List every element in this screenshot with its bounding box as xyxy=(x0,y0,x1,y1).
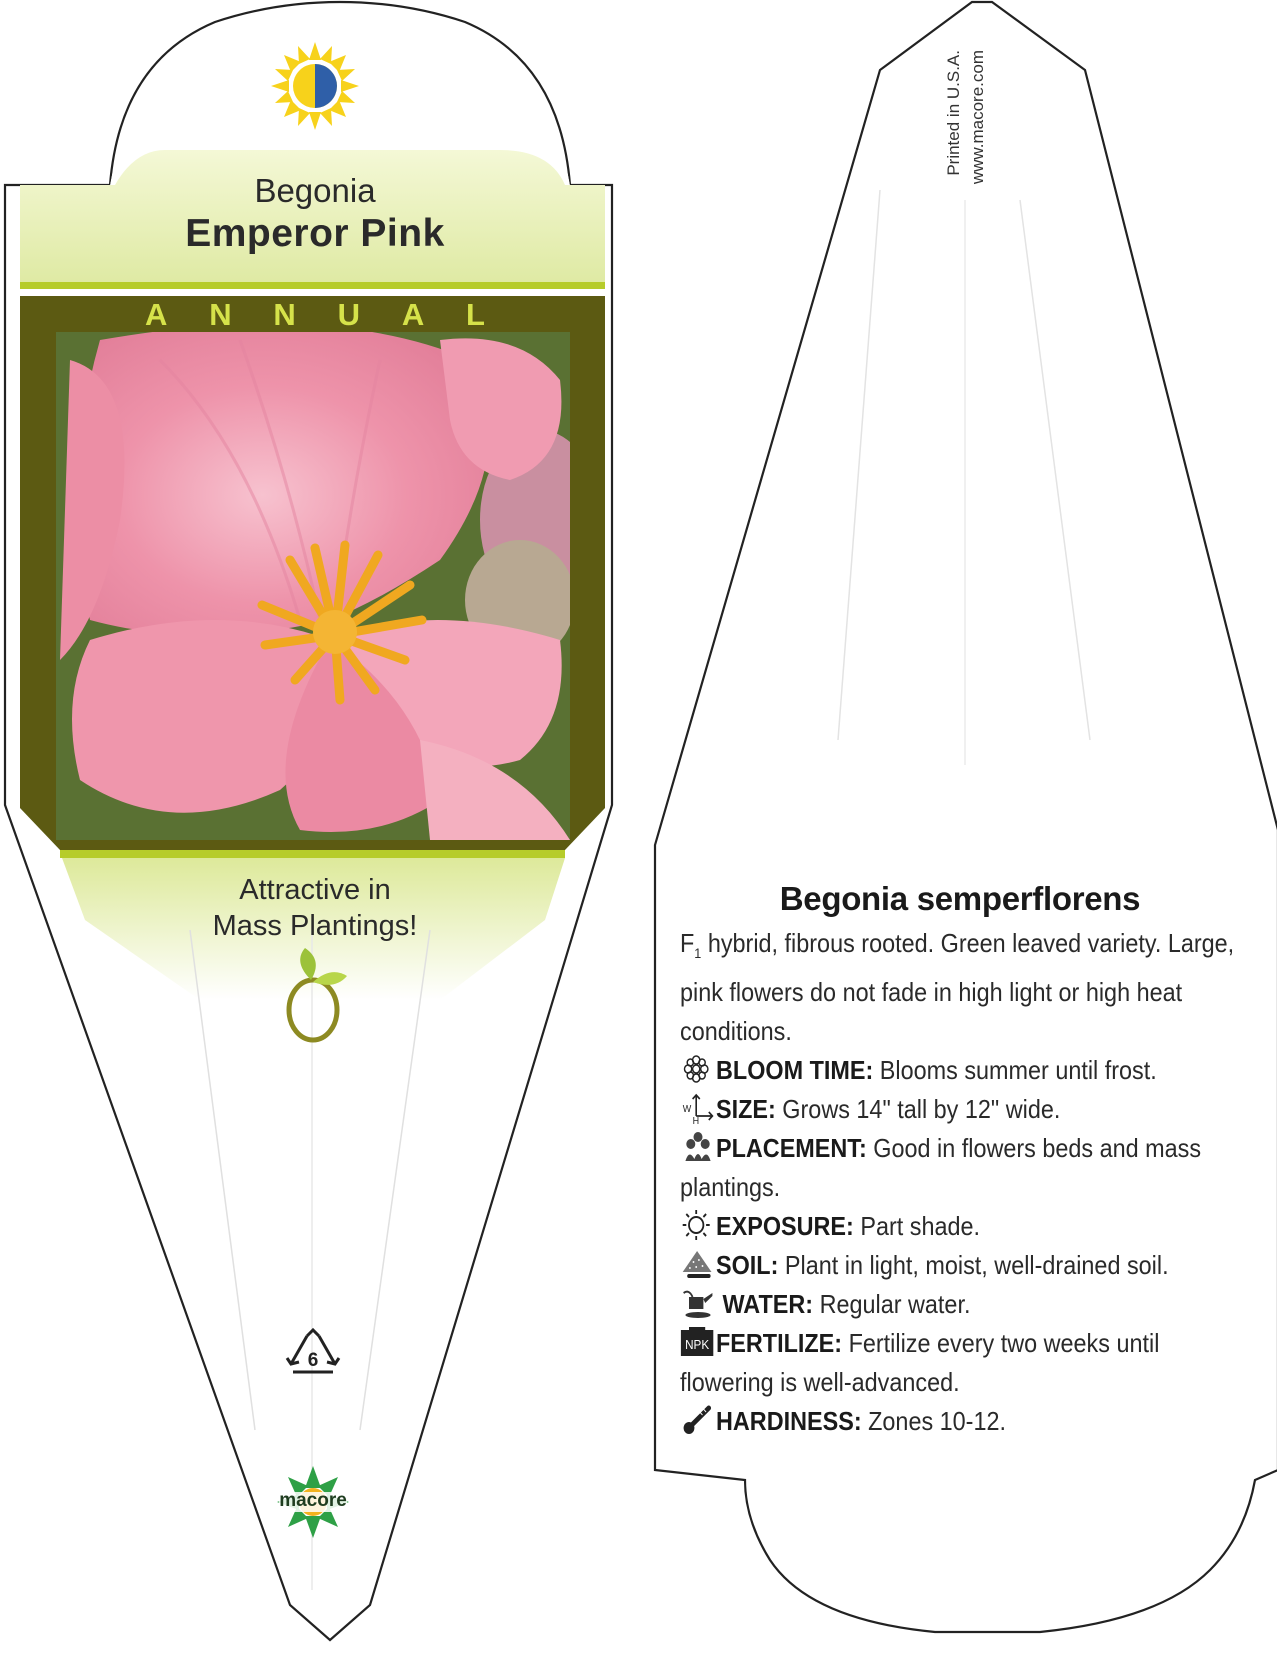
category-label xyxy=(55,296,575,334)
attr-placement xyxy=(680,1129,1238,1207)
attr-label: SIZE: xyxy=(716,1094,776,1125)
care-info xyxy=(680,880,1240,1441)
category-letter: A xyxy=(145,297,168,332)
attr-label: SOIL: xyxy=(716,1250,779,1281)
category-letter: L xyxy=(466,297,485,332)
attr-hardiness xyxy=(680,1402,1238,1441)
variety-name: Emperor Pink xyxy=(185,212,445,255)
flower-icon xyxy=(680,1053,716,1085)
description-text: hybrid, fibrous rooted. Green leaved variety. Large, pink flowers do not fade in high light or high heat conditions. xyxy=(680,928,1235,1047)
tagline-line: Attractive in xyxy=(239,874,391,906)
category-letter: U xyxy=(337,297,360,332)
hybrid-sub: 1 xyxy=(694,945,702,962)
flower-photo xyxy=(56,324,600,840)
sun-partial-shade-icon xyxy=(271,42,359,130)
attr-label: HARDINESS: xyxy=(716,1406,862,1437)
attr-label: PLACEMENT: xyxy=(716,1133,867,1164)
attr-soil xyxy=(680,1246,1238,1285)
size-icon xyxy=(680,1092,716,1124)
attr-bloom-time xyxy=(680,1051,1238,1090)
attr-exposure xyxy=(680,1207,1238,1246)
sun-icon xyxy=(680,1209,716,1241)
attr-value: Grows 14" tall by 12" wide. xyxy=(775,1094,1061,1125)
placement-icon xyxy=(680,1131,716,1163)
recycle-number: 6 xyxy=(307,1350,319,1371)
thermometer-icon xyxy=(680,1404,716,1436)
species-name: Begonia semperflorens xyxy=(779,880,1141,917)
attr-label: BLOOM TIME: xyxy=(716,1055,874,1086)
attr-value: Zones 10-12. xyxy=(861,1406,1007,1437)
attr-value: Regular water. xyxy=(813,1289,971,1320)
tagline xyxy=(120,872,510,944)
website: www.macore.com xyxy=(968,50,987,185)
brand-wordmark: macore xyxy=(279,1490,347,1511)
care-text xyxy=(680,924,1238,1441)
description xyxy=(680,924,1238,1051)
size-h-label: H xyxy=(692,1115,700,1125)
attr-water xyxy=(680,1285,1238,1324)
printed-in: Printed in U.S.A. xyxy=(944,50,963,176)
attr-value: Good in flowers beds and mass plantings. xyxy=(680,1133,1202,1203)
category-letter: N xyxy=(209,297,232,332)
attr-value: Fertilize every two weeks until flowering is well-advanced. xyxy=(680,1328,1160,1398)
printer-credit xyxy=(942,50,990,210)
npk-text: NPK xyxy=(685,1337,710,1353)
hybrid-f: F xyxy=(680,928,695,958)
npk-icon xyxy=(680,1326,716,1358)
attr-label: EXPOSURE: xyxy=(716,1211,854,1242)
size-w-label: W xyxy=(682,1103,692,1116)
attr-label: FERTILIZE: xyxy=(716,1328,843,1359)
tagline-line: Mass Plantings! xyxy=(212,910,418,942)
category-letter: A xyxy=(401,297,425,332)
category-letter: N xyxy=(273,297,296,332)
attr-fertilize xyxy=(680,1324,1238,1402)
water-icon xyxy=(680,1287,716,1319)
genus-name: Begonia xyxy=(254,172,376,209)
attr-label: WATER: xyxy=(722,1289,814,1320)
attr-value: Part shade. xyxy=(853,1211,981,1242)
soil-icon xyxy=(680,1248,716,1280)
attr-value: Plant in light, moist, well-drained soil. xyxy=(778,1250,1169,1281)
attr-size xyxy=(680,1090,1238,1129)
attr-value: Blooms summer until frost. xyxy=(873,1055,1157,1086)
